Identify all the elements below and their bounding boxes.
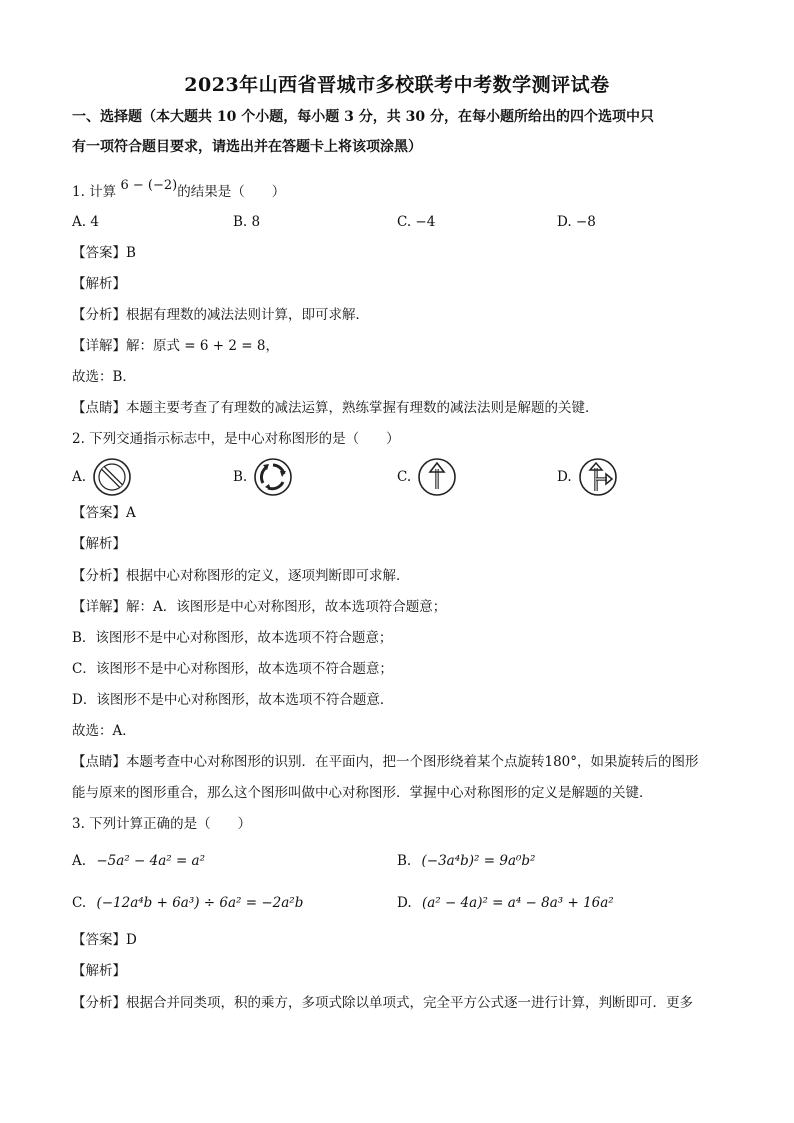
q3-option-b-label: B.: [397, 853, 412, 869]
roundabout-sign-icon: [253, 457, 293, 497]
q1-prefix: 1. 计算: [72, 184, 117, 200]
q1-option-a: A. 4: [72, 214, 99, 230]
q3-option-b-expression: (−3a⁴b)² = 9a⁰b²: [421, 853, 536, 869]
q2-option-d-label: D.: [557, 469, 572, 485]
split-arrow-sign-icon: [578, 457, 618, 497]
q3-option-a-label: A.: [72, 853, 87, 869]
q1-dianjing: 【点睛】本题主要考查了有理数的减法运算，熟练掌握有理数的减法法则是解题的关键．: [72, 400, 599, 416]
q1-xiangjie: 【详解】解：原式 = 6 + 2 = 8，: [72, 338, 279, 354]
q3-option-c-expression: (−12a⁴b + 6a³) ÷ 6a² = −2a²b: [96, 895, 304, 911]
page-title: 2023年山西省晋城市多校联考中考数学测评试卷: [184, 74, 610, 96]
q1-option-c: C. −4: [397, 214, 436, 230]
q3-option-d-label: D.: [397, 895, 412, 911]
q1-answer: 【答案】B: [72, 245, 136, 261]
q1-fenxi: 【分析】根据有理数的减法法则计算，即可求解．: [72, 307, 369, 323]
q2-dianjing-line-2: 能与原来的图形重合，那么这个图形叫做中心对称图形．掌握中心对称图形的定义是解题的关键．: [72, 785, 653, 801]
q3-option-d: [397, 893, 614, 913]
no-entry-sign-icon: [92, 457, 132, 497]
q2-option-a-label: A.: [72, 469, 87, 485]
q3-option-a: [72, 851, 205, 871]
q2-xiangjie: 【详解】解：A．该图形是中心对称图形，故本选项符合题意；: [72, 599, 447, 615]
q1-stem: [72, 178, 286, 203]
q2-option-b-label: B.: [233, 469, 248, 485]
straight-arrow-sign-icon: [417, 457, 457, 497]
q2-fenxi: 【分析】根据中心对称图形的定义，逐项判断即可求解．: [72, 568, 410, 584]
q3-analysis-heading: 【解析】: [72, 963, 126, 979]
q3-option-c-label: C.: [72, 895, 87, 911]
section-heading-line-1: 一、选择题（本大题共 10 个小题，每小题 3 分，共 30 分，在每小题所给出的四个选项中只: [72, 109, 654, 125]
q2-option-c-label: C.: [397, 469, 412, 485]
q3-option-c: [72, 893, 303, 913]
q1-suffix: 的结果是（ ）: [177, 184, 286, 200]
q3-fenxi: 【分析】根据合并同类项，积的乘方，多项式除以单项式，完全平方公式逐一进行计算，判断即可．更多: [72, 995, 693, 1011]
q2-dianjing-line-1: 【点睛】本题考查中心对称图形的识别．在平面内，把一个图形绕着某个点旋转180°，如果旋转后的图形: [72, 754, 699, 770]
q3-option-a-expression: −5a² − 4a² = a²: [96, 853, 206, 869]
q1-option-d: D. −8: [557, 214, 596, 230]
q2-option-d-analysis: D．该图形不是中心对称图形，故本选项不符合题意．: [72, 692, 394, 708]
q2-analysis-heading: 【解析】: [72, 536, 126, 552]
q2-stem: 2. 下列交通指示标志中，是中心对称图形的是（ ）: [72, 431, 400, 447]
q2-option-c-analysis: C．该图形不是中心对称图形，故本选项不符合题意；: [72, 661, 393, 677]
q1-option-b: B. 8: [233, 214, 261, 230]
section-heading-line-2: 有一项符合题目要求，请选出并在答题卡上将该项涂黑）: [72, 139, 422, 155]
q3-answer: 【答案】D: [72, 932, 137, 948]
q1-analysis-heading: 【解析】: [72, 276, 126, 292]
q3-stem: 3. 下列计算正确的是（ ）: [72, 816, 252, 832]
q2-guxuan: 故选：A．: [72, 723, 136, 739]
q1-expression: 6 − (−2): [120, 178, 178, 193]
q3-option-b: [397, 851, 535, 871]
q2-answer: 【答案】A: [72, 505, 136, 521]
q1-guxuan: 故选：B．: [72, 369, 136, 385]
q3-option-d-expression: (a² − 4a)² = a⁴ − 8a³ + 16a²: [421, 895, 614, 911]
q2-option-b-analysis: B．该图形不是中心对称图形，故本选项不符合题意；: [72, 630, 393, 646]
